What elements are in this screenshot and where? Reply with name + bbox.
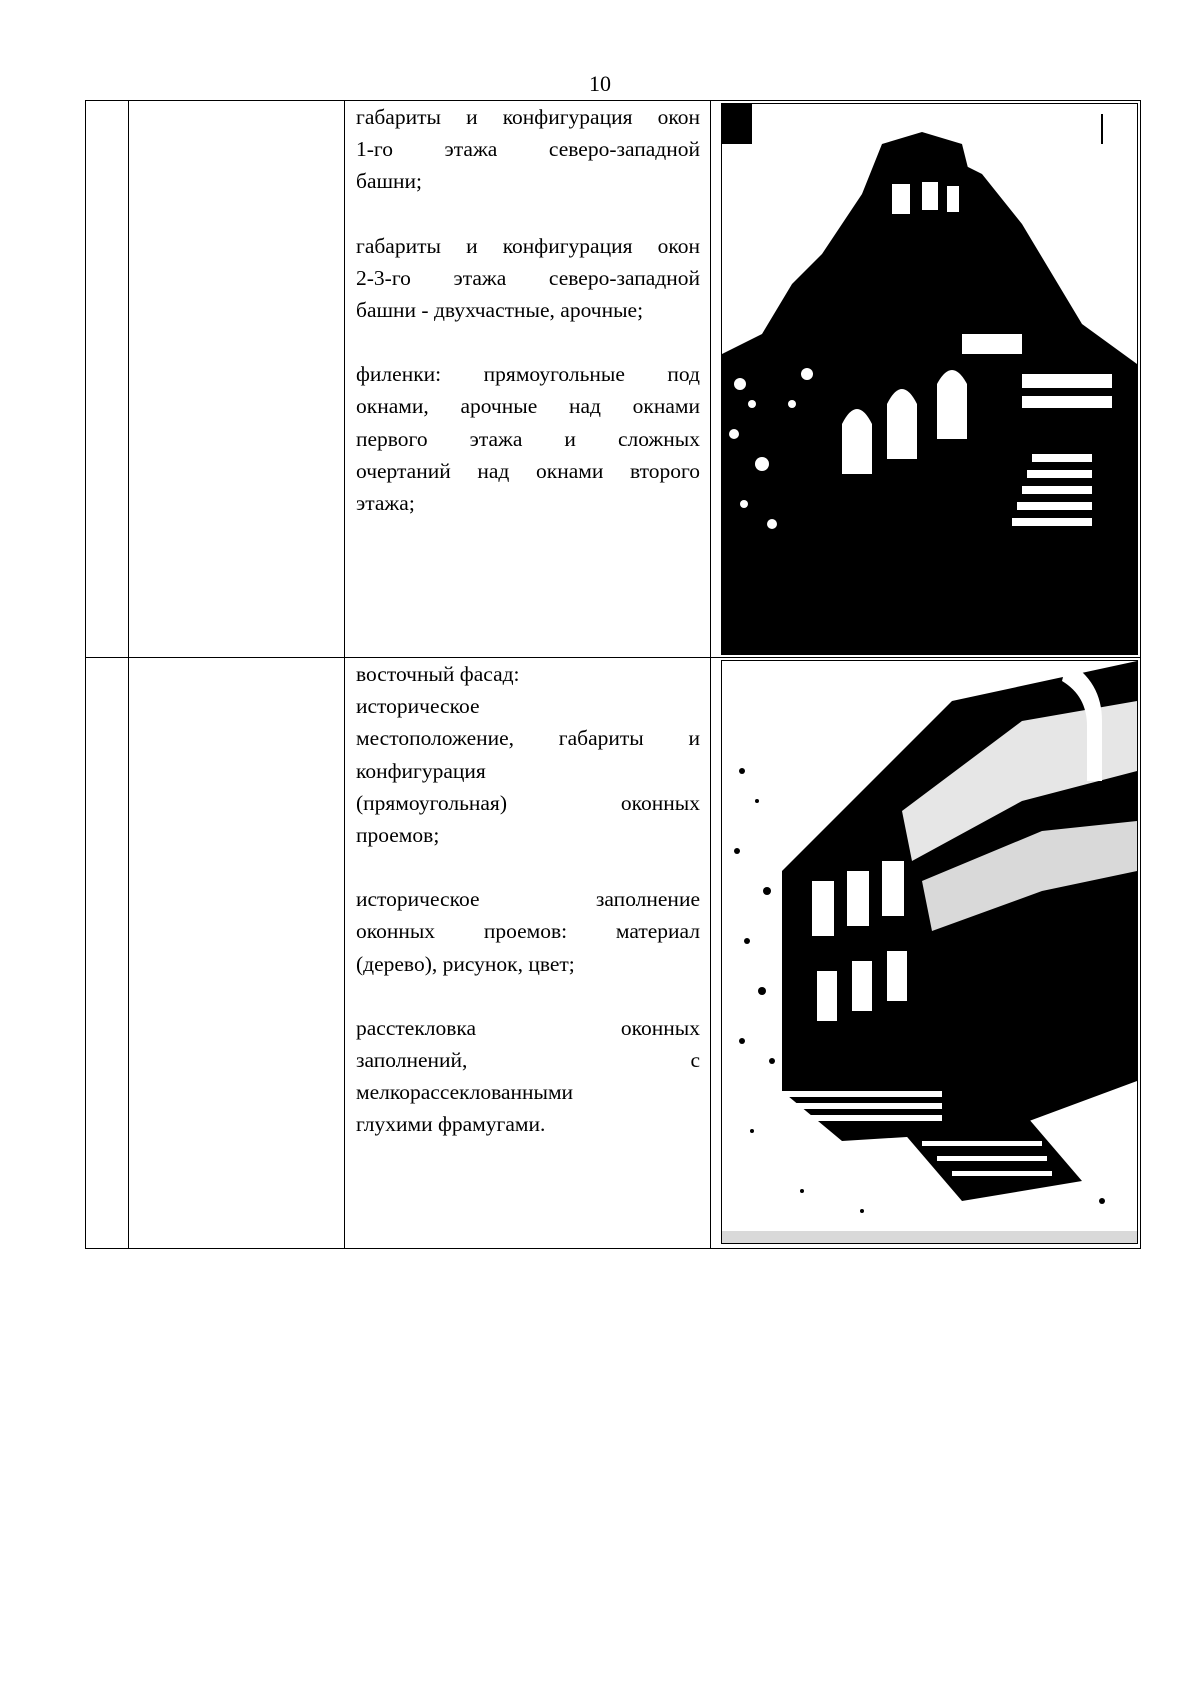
text-line: глухими фрамугами. [356, 1112, 546, 1137]
text-line: историческое заполнение [356, 887, 700, 912]
text-paragraph [356, 658, 700, 851]
objects-table [85, 100, 1141, 1249]
text-line: местоположение, габариты и [356, 726, 700, 751]
photo-cell [711, 658, 1141, 1249]
name-cell [129, 101, 345, 658]
text-line: окнами, арочные над окнами [356, 394, 700, 419]
text-line: габариты и конфигурация окон [356, 105, 700, 129]
text-line: конфигурация [356, 758, 486, 783]
building-tower-photo [721, 103, 1138, 655]
text-line: мелкорассеклованными [356, 1080, 574, 1105]
text-line: заполнений, с [356, 1048, 700, 1073]
text-paragraph [356, 101, 700, 198]
east-facade-photo [721, 660, 1138, 1244]
photo-cell [711, 101, 1141, 658]
text-line: (прямоугольная) оконных [356, 790, 700, 815]
text-line: историческое [356, 694, 480, 719]
number-cell [86, 658, 129, 1249]
text-line: расстекловка оконных [356, 1015, 700, 1040]
text-line: 1-го этажа северо-западной [356, 137, 700, 162]
page-number: 10 [589, 71, 611, 96]
text-paragraph [356, 230, 700, 327]
photo-graphic [722, 661, 1137, 1243]
table-row [86, 101, 1141, 658]
text-line: (дерево), рисунок, цвет; [356, 951, 575, 976]
text-line: первого этажа и сложных [356, 426, 700, 451]
text-paragraph [356, 358, 700, 519]
text-line: башни - двухчастные, арочные; [356, 298, 644, 323]
number-cell [86, 101, 129, 658]
text-line: этажа; [356, 491, 415, 516]
description-cell [345, 658, 711, 1249]
text-line: 2-3-го этажа северо-западной [356, 265, 700, 290]
text-line: филенки: прямоугольные под [356, 362, 700, 387]
text-line: очертаний над окнами второго [356, 458, 700, 483]
text-line: проемов; [356, 823, 440, 848]
text-line: башни; [356, 169, 423, 194]
photo-graphic [722, 104, 1137, 654]
text-line: оконных проемов: материал [356, 919, 700, 944]
text-paragraph [356, 1012, 700, 1141]
text-line: габариты и конфигурация окон [356, 233, 700, 258]
text-paragraph [356, 883, 700, 980]
name-cell [129, 658, 345, 1249]
text-line: восточный фасад: [356, 662, 520, 686]
table-row [86, 658, 1141, 1249]
description-cell [345, 101, 711, 658]
